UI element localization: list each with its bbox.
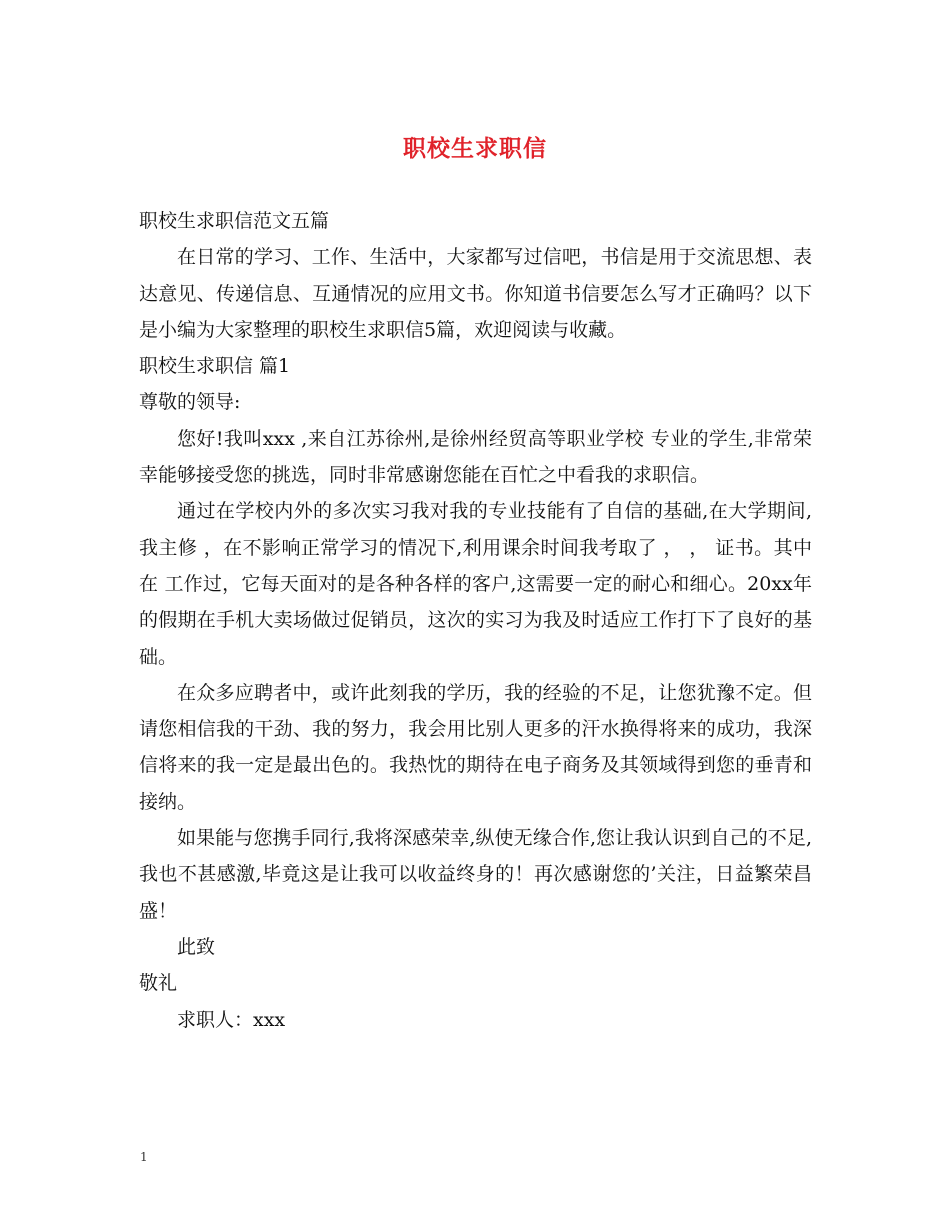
intro-paragraph: 在日常的学习、工作、生活中，大家都写过信吧，书信是用于交流思想、表达意见、传递信息、互通情况的应用文书。你知道书信要怎么写才正确吗？以下是小编为大家整理的职校生求职信5篇，欢迎阅读与收藏。 <box>139 246 812 341</box>
document-subtitle: 职校生求职信范文五篇 <box>139 210 330 232</box>
signature-line: 求职人：xxx <box>177 1008 286 1031</box>
page-number: 1 <box>140 1150 148 1164</box>
letter-paragraph: 您好!我叫xxx ,来自江苏徐州,是徐州经贸高等职业学校 专业的学生,非常荣幸能够接受您的挑选，同时非常感谢您能在百忙之中看我的求职信。 <box>139 427 812 487</box>
section-heading: 职校生求职信 篇1 <box>139 355 291 378</box>
letter-paragraph: 在众多应聘者中，或许此刻我的学历，我的经验的不足，让您犹豫不定。但请您相信我的干劲、我的努力，我会用比别人更多的汗水换得将来的成功，我深信将来的我一定是最出色的。我热忱的期待在电子商务及其领域得到您的垂青和接纳。 <box>139 681 812 813</box>
letter-paragraph: 通过在学校内外的多次实习我对我的专业技能有了自信的基础,在大学期间,我主修 ，在不影响正常学习的情况下,利用课余时间我考取了 ， ， 证书。其中在 工作过，它每天面对的是各种各样的客户,这需要一定的耐心和细心。20xx年的假期在手机大卖场做过促销员，这次的实习为我及时适应工作打下了良好的基础。 <box>139 500 812 668</box>
closing-line: 此致 <box>177 935 216 958</box>
letter-paragraph: 如果能与您携手同行,我将深感荣幸,纵使无缘合作,您让我认识到自己的不足,我也不甚感激,毕竟这是让我可以收益终身的！再次感谢您的’关注，日益繁荣昌盛！ <box>139 827 812 922</box>
letter-salutation: 尊敬的领导: <box>139 391 241 414</box>
closing-salute: 敬礼 <box>139 972 178 995</box>
document-title: 职校生求职信 <box>403 135 547 162</box>
document-body <box>139 203 812 1038</box>
